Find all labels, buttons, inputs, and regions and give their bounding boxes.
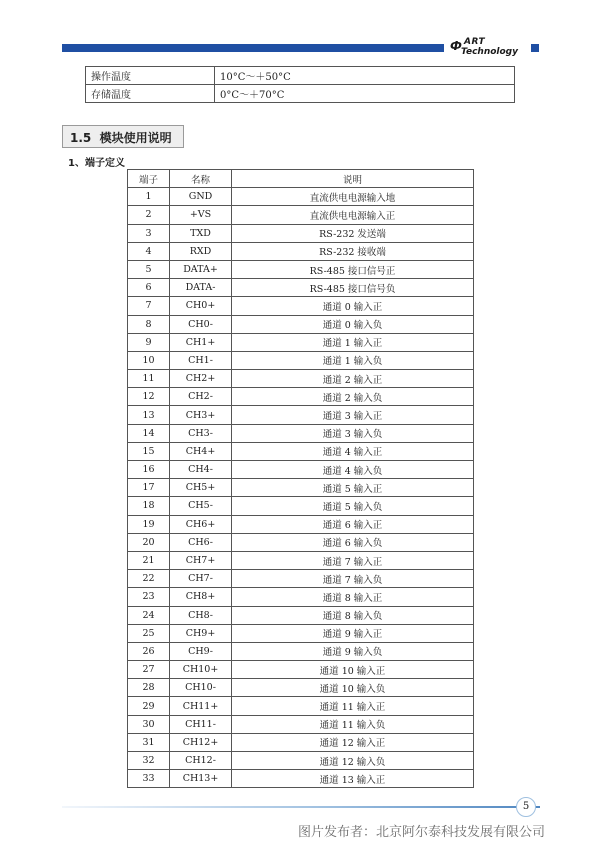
pin-number: 9 bbox=[128, 333, 170, 351]
pin-name: CH9- bbox=[170, 642, 232, 660]
spec-label: 存储温度 bbox=[86, 85, 215, 103]
pin-description: 通道 12 输入正 bbox=[232, 733, 474, 751]
pin-name: CH6+ bbox=[170, 515, 232, 533]
pin-description: 通道 8 输入负 bbox=[232, 606, 474, 624]
pin-number: 18 bbox=[128, 497, 170, 515]
pin-number: 13 bbox=[128, 406, 170, 424]
pin-description: 通道 12 输入负 bbox=[232, 752, 474, 770]
pin-name: CH8+ bbox=[170, 588, 232, 606]
pin-description: 通道 6 输入负 bbox=[232, 533, 474, 551]
table-row bbox=[128, 515, 474, 533]
pin-description: 通道 4 输入正 bbox=[232, 442, 474, 460]
table-row bbox=[128, 388, 474, 406]
pin-name: CH10- bbox=[170, 679, 232, 697]
table-row bbox=[128, 224, 474, 242]
pin-number: 23 bbox=[128, 588, 170, 606]
table-header-row bbox=[128, 170, 474, 188]
section-number: 1.5 bbox=[70, 131, 92, 145]
pin-description: 直流供电电源输入地 bbox=[232, 188, 474, 206]
pin-number: 27 bbox=[128, 661, 170, 679]
pin-description: RS-485 接口信号负 bbox=[232, 279, 474, 297]
pin-description: 通道 9 输入正 bbox=[232, 624, 474, 642]
header-bar bbox=[62, 44, 444, 52]
pin-number: 19 bbox=[128, 515, 170, 533]
pin-name: CH1- bbox=[170, 351, 232, 369]
header-description: 说明 bbox=[232, 170, 474, 188]
pin-number: 31 bbox=[128, 733, 170, 751]
pin-name: CH5+ bbox=[170, 479, 232, 497]
table-row bbox=[128, 497, 474, 515]
pin-name: CH7+ bbox=[170, 551, 232, 569]
pin-name: CH10+ bbox=[170, 661, 232, 679]
pin-number: 14 bbox=[128, 424, 170, 442]
pin-number: 21 bbox=[128, 551, 170, 569]
pin-name: RXD bbox=[170, 242, 232, 260]
pin-description: 通道 6 输入正 bbox=[232, 515, 474, 533]
pin-name: CH0+ bbox=[170, 297, 232, 315]
publisher-watermark: 图片发布者：北京阿尔泰科技发展有限公司 bbox=[298, 825, 546, 840]
table-row bbox=[128, 406, 474, 424]
pin-number: 12 bbox=[128, 388, 170, 406]
pin-number: 5 bbox=[128, 260, 170, 278]
pin-description: 通道 3 输入负 bbox=[232, 424, 474, 442]
pin-name: CH4- bbox=[170, 461, 232, 479]
pin-description: 通道 5 输入正 bbox=[232, 479, 474, 497]
pin-name: CH8- bbox=[170, 606, 232, 624]
table-row bbox=[128, 424, 474, 442]
pin-name: CH6- bbox=[170, 533, 232, 551]
spec-value: 10°C～＋50°C bbox=[215, 67, 515, 85]
spec-label: 操作温度 bbox=[86, 67, 215, 85]
pin-name: CH3- bbox=[170, 424, 232, 442]
page-number: 5 bbox=[516, 797, 536, 817]
pin-name: DATA+ bbox=[170, 260, 232, 278]
table-row bbox=[128, 442, 474, 460]
pin-name: GND bbox=[170, 188, 232, 206]
table-row bbox=[128, 188, 474, 206]
spec-value: 0°C～＋70°C bbox=[215, 85, 515, 103]
section-heading bbox=[62, 125, 184, 148]
table-row bbox=[128, 697, 474, 715]
pin-name: +VS bbox=[170, 206, 232, 224]
table-row bbox=[128, 770, 474, 788]
pin-description: 通道 2 输入负 bbox=[232, 388, 474, 406]
pin-number: 26 bbox=[128, 642, 170, 660]
art-technology-logo bbox=[450, 37, 528, 59]
logo-text-art: ART bbox=[464, 37, 486, 47]
pin-description: 通道 0 输入负 bbox=[232, 315, 474, 333]
pin-number: 3 bbox=[128, 224, 170, 242]
pin-description: 通道 5 输入负 bbox=[232, 497, 474, 515]
pin-description: 通道 1 输入负 bbox=[232, 351, 474, 369]
pin-description: 通道 2 输入正 bbox=[232, 370, 474, 388]
table-row bbox=[128, 642, 474, 660]
pin-number: 33 bbox=[128, 770, 170, 788]
pin-description: 通道 7 输入负 bbox=[232, 570, 474, 588]
table-row bbox=[128, 733, 474, 751]
pin-name: CH7- bbox=[170, 570, 232, 588]
pin-name: CH2+ bbox=[170, 370, 232, 388]
table-row bbox=[128, 715, 474, 733]
footer-line bbox=[62, 806, 540, 808]
pin-description: RS-232 接收端 bbox=[232, 242, 474, 260]
pin-number: 7 bbox=[128, 297, 170, 315]
table-row bbox=[128, 370, 474, 388]
table-row bbox=[128, 333, 474, 351]
pin-number: 22 bbox=[128, 570, 170, 588]
pin-name: DATA- bbox=[170, 279, 232, 297]
pin-name: CH12+ bbox=[170, 733, 232, 751]
subheading-terminal-definition: 1、端子定义 bbox=[68, 158, 125, 169]
pin-description: 通道 9 输入负 bbox=[232, 642, 474, 660]
pin-description: 直流供电电源输入正 bbox=[232, 206, 474, 224]
header-square bbox=[531, 44, 539, 52]
pin-description: 通道 1 输入正 bbox=[232, 333, 474, 351]
pin-name: CH9+ bbox=[170, 624, 232, 642]
section-title bbox=[70, 129, 172, 146]
pin-number: 6 bbox=[128, 279, 170, 297]
pin-number: 17 bbox=[128, 479, 170, 497]
pin-description: 通道 4 输入负 bbox=[232, 461, 474, 479]
pin-description: 通道 10 输入正 bbox=[232, 661, 474, 679]
table-row bbox=[128, 624, 474, 642]
table-row bbox=[128, 551, 474, 569]
pin-description: 通道 10 输入负 bbox=[232, 679, 474, 697]
pin-number: 10 bbox=[128, 351, 170, 369]
table-row bbox=[128, 297, 474, 315]
logo-text-technology: Technology bbox=[461, 47, 518, 57]
pin-number: 20 bbox=[128, 533, 170, 551]
pin-number: 32 bbox=[128, 752, 170, 770]
table-row bbox=[128, 242, 474, 260]
pin-number: 24 bbox=[128, 606, 170, 624]
table-row bbox=[128, 260, 474, 278]
pin-definition-table bbox=[127, 169, 474, 788]
table-row bbox=[128, 588, 474, 606]
spec-table bbox=[85, 66, 515, 103]
pin-description: 通道 11 输入负 bbox=[232, 715, 474, 733]
pin-name: CH4+ bbox=[170, 442, 232, 460]
pin-name: CH5- bbox=[170, 497, 232, 515]
section-text: 模块使用说明 bbox=[99, 131, 172, 145]
pin-description: RS-485 接口信号正 bbox=[232, 260, 474, 278]
table-row bbox=[128, 461, 474, 479]
pin-name: CH3+ bbox=[170, 406, 232, 424]
pin-number: 8 bbox=[128, 315, 170, 333]
table-row bbox=[128, 752, 474, 770]
pin-table-body bbox=[128, 188, 474, 788]
pin-name: CH0- bbox=[170, 315, 232, 333]
pin-description: 通道 3 输入正 bbox=[232, 406, 474, 424]
pin-number: 30 bbox=[128, 715, 170, 733]
pin-name: TXD bbox=[170, 224, 232, 242]
pin-number: 16 bbox=[128, 461, 170, 479]
pin-name: CH13+ bbox=[170, 770, 232, 788]
pin-description: 通道 11 输入正 bbox=[232, 697, 474, 715]
header-terminal: 端子 bbox=[128, 170, 170, 188]
header-name: 名称 bbox=[170, 170, 232, 188]
pin-description: RS-232 发送端 bbox=[232, 224, 474, 242]
pin-description: 通道 8 输入正 bbox=[232, 588, 474, 606]
table-row bbox=[128, 479, 474, 497]
pin-description: 通道 0 输入正 bbox=[232, 297, 474, 315]
pin-name: CH11+ bbox=[170, 697, 232, 715]
pin-name: CH2- bbox=[170, 388, 232, 406]
table-row bbox=[128, 606, 474, 624]
pin-number: 11 bbox=[128, 370, 170, 388]
table-row bbox=[128, 533, 474, 551]
pin-name: CH1+ bbox=[170, 333, 232, 351]
pin-number: 29 bbox=[128, 697, 170, 715]
pin-number: 2 bbox=[128, 206, 170, 224]
table-row bbox=[128, 570, 474, 588]
table-row bbox=[128, 315, 474, 333]
table-row bbox=[128, 661, 474, 679]
table-row bbox=[128, 351, 474, 369]
pin-number: 1 bbox=[128, 188, 170, 206]
pin-description: 通道 7 输入正 bbox=[232, 551, 474, 569]
table-row bbox=[128, 206, 474, 224]
pin-number: 25 bbox=[128, 624, 170, 642]
pin-name: CH12- bbox=[170, 752, 232, 770]
pin-number: 4 bbox=[128, 242, 170, 260]
pin-number: 15 bbox=[128, 442, 170, 460]
pin-name: CH11- bbox=[170, 715, 232, 733]
table-row bbox=[128, 679, 474, 697]
spec-row-operating-temp bbox=[86, 67, 515, 85]
table-row bbox=[128, 279, 474, 297]
logo-mark: Ф bbox=[450, 39, 462, 53]
pin-description: 通道 13 输入正 bbox=[232, 770, 474, 788]
spec-row-storage-temp bbox=[86, 85, 515, 103]
pin-number: 28 bbox=[128, 679, 170, 697]
